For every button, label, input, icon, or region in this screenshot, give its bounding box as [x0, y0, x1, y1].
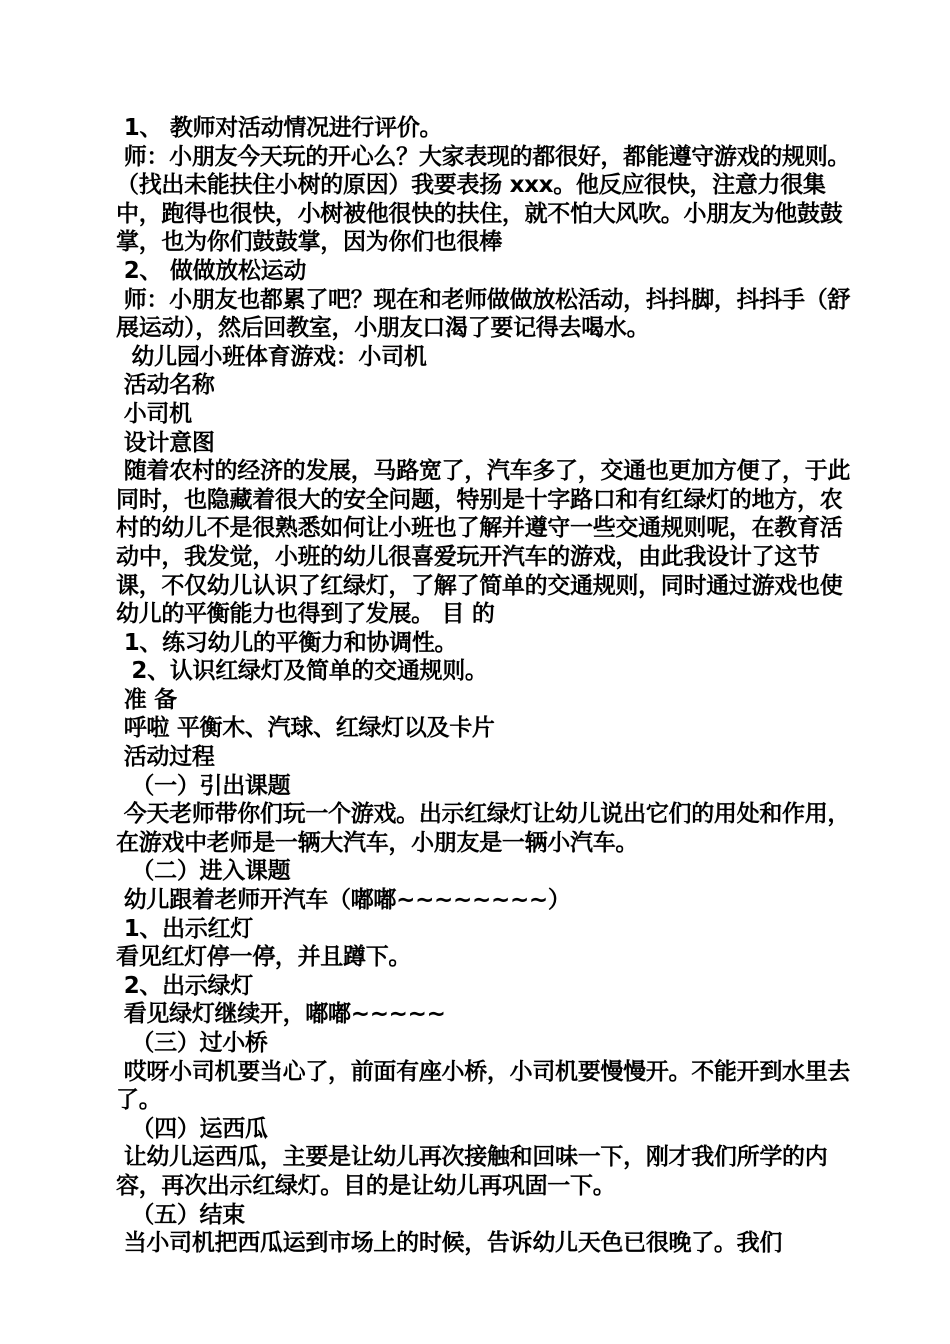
- heading-activity-process: 活动过程: [116, 744, 215, 771]
- heading-design-intent: 设计意图: [116, 429, 215, 456]
- step-heading-1: （一）引出课题: [116, 772, 291, 799]
- paragraph-design-intent: 随着农村的经济的发展，马路宽了，汽车多了，交通也更加方便了，于此同时，也隐藏着很大的安全问题，特别是十字路口和有红绿灯的地方，农村的幼儿不是很熟悉如何让小班也了解并遵守一些交通规则呢，在教育活动中，我发觉，小班的幼儿很喜爱玩开汽车的游戏，由此我设计了这节课，不仅幼儿认识了红绿灯，了解了简单的交通规则，同时通过游戏也使幼儿的平衡能力也得到了发展。 目 的: [116, 458, 851, 628]
- heading-preparation: 准 备: [116, 686, 177, 713]
- step-body-1: 今天老师带你们玩一个游戏。出示红绿灯让幼儿说出它们的用处和作用，在游戏中老师是一辆大汽车，小朋友是一辆小汽车。: [116, 801, 851, 856]
- section-title: 幼儿园小班体育游戏：小司机: [116, 343, 427, 370]
- goal-item-1: 1、练习幼儿的平衡力和协调性。: [116, 629, 458, 656]
- heading-activity-name: 活动名称: [116, 372, 215, 399]
- document-body: [116, 114, 856, 1258]
- step-heading-3: （三）过小桥: [116, 1030, 268, 1056]
- activity-name-value: 小司机: [116, 400, 192, 427]
- substep-green-light: 2、出示绿灯: [116, 972, 253, 999]
- goal-item-2: 2、认识红绿灯及简单的交通规则。: [116, 658, 488, 685]
- step-heading-5: （五）结束: [116, 1201, 245, 1228]
- step-heading-2: （二）进入课题: [116, 858, 291, 885]
- step-body-5: 当小司机把西瓜运到市场上的时候，告诉幼儿天色已很晚了。我们: [116, 1230, 783, 1257]
- paragraph-relax-heading: 2、 做做放松运动: [116, 257, 307, 284]
- step-body-2: 幼儿跟着老师开汽车（嘟嘟~~~~~~~~）: [116, 887, 571, 914]
- preparation-items: 呼啦 平衡木、汽球、红绿灯以及卡片: [116, 715, 495, 742]
- step-heading-4: （四）运西瓜: [116, 1115, 268, 1142]
- paragraph-evaluation-heading: 1、 教师对活动情况进行评价。: [116, 115, 443, 141]
- substep-green-light-body: 看见绿灯继续开，嘟嘟~~~~~: [116, 1001, 446, 1028]
- substep-red-light-body: 看见红灯停一停，并且蹲下。: [116, 944, 412, 971]
- step-body-4: 让幼儿运西瓜，主要是让幼儿再次接触和回味一下，刚才我们所学的内容，再次出示红绿灯。目的是让幼儿再巩固一下。: [116, 1144, 828, 1199]
- substep-red-light: 1、出示红灯: [116, 915, 253, 942]
- paragraph-relax-body: 师：小朋友也都累了吧？现在和老师做做放松活动，抖抖脚，抖抖手（舒展运动），然后回教室，小朋友口渴了要记得去喝水。: [116, 286, 851, 342]
- paragraph-teacher-praise: 师：小朋友今天玩的开心么？大家表现的都很好，都能遵守游戏的规则。（找出未能扶住小树的原因）我要表扬 xxx。他反应很快，注意力很集中，跑得也很快，小树被他很快的扶住，就不怕大风吹。小朋友为他鼓鼓掌，也为你们鼓鼓掌，因为你们也很棒: [116, 143, 851, 256]
- step-body-3: 哎呀小司机要当心了，前面有座小桥，小司机要慢慢开。不能开到水里去了。: [116, 1058, 851, 1114]
